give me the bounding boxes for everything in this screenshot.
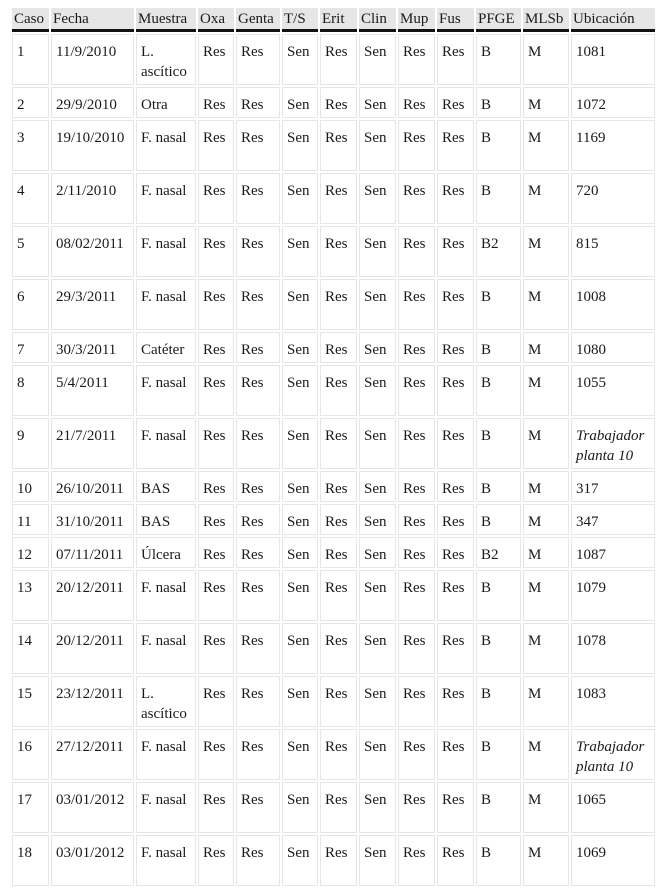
cell-pfge: B xyxy=(476,279,521,330)
cell-caso: 2 xyxy=(12,87,49,118)
cell-mlsb: M xyxy=(523,332,569,363)
table-row xyxy=(12,418,655,469)
cell-clin: Sen xyxy=(359,676,396,727)
cell-fecha: 29/3/2011 xyxy=(51,279,134,330)
cell-mup: Res xyxy=(398,332,435,363)
cell-oxa: Res xyxy=(198,418,234,469)
cell-caso: 17 xyxy=(12,782,49,833)
cell-fecha: 08/02/2011 xyxy=(51,226,134,277)
cell-ubicacion: 815 xyxy=(571,226,655,277)
cell-pfge: B xyxy=(476,173,521,224)
cell-pfge: B xyxy=(476,504,521,535)
cell-erit: Res xyxy=(320,537,357,568)
header-mup: Mup xyxy=(398,8,435,32)
cell-ts: Sen xyxy=(282,729,318,780)
cell-ubicacion: 1169 xyxy=(571,120,655,171)
table-row xyxy=(12,782,655,833)
table-row xyxy=(12,365,655,416)
cell-mlsb: M xyxy=(523,623,569,674)
table-row xyxy=(12,173,655,224)
cell-oxa: Res xyxy=(198,226,234,277)
cell-pfge: B xyxy=(476,120,521,171)
table-row xyxy=(12,226,655,277)
cell-fecha: 11/9/2010 xyxy=(51,34,134,85)
cell-muestra: BAS xyxy=(136,471,196,502)
header-mlsb: MLSb xyxy=(523,8,569,32)
cell-caso: 8 xyxy=(12,365,49,416)
cell-pfge: B xyxy=(476,623,521,674)
cell-mup: Res xyxy=(398,835,435,886)
cell-ts: Sen xyxy=(282,332,318,363)
cell-mlsb: M xyxy=(523,173,569,224)
cell-erit: Res xyxy=(320,120,357,171)
cell-ubicacion: Trabajador planta 10 xyxy=(571,729,655,780)
cell-clin: Sen xyxy=(359,34,396,85)
cell-mlsb: M xyxy=(523,570,569,621)
cell-erit: Res xyxy=(320,471,357,502)
table-row xyxy=(12,279,655,330)
cell-fus: Res xyxy=(437,332,474,363)
cell-fecha: 26/10/2011 xyxy=(51,471,134,502)
header-fecha: Fecha xyxy=(51,8,134,32)
cell-ubicacion: 1072 xyxy=(571,87,655,118)
cell-ts: Sen xyxy=(282,365,318,416)
cell-mlsb: M xyxy=(523,835,569,886)
cell-oxa: Res xyxy=(198,471,234,502)
cell-erit: Res xyxy=(320,623,357,674)
cell-ts: Sen xyxy=(282,418,318,469)
cell-erit: Res xyxy=(320,173,357,224)
cell-fus: Res xyxy=(437,471,474,502)
cell-clin: Sen xyxy=(359,87,396,118)
cell-fus: Res xyxy=(437,676,474,727)
cell-clin: Sen xyxy=(359,173,396,224)
cell-clin: Sen xyxy=(359,365,396,416)
cell-oxa: Res xyxy=(198,676,234,727)
cell-muestra: L. ascítico xyxy=(136,676,196,727)
table-row xyxy=(12,34,655,85)
header-ts: T/S xyxy=(282,8,318,32)
cell-muestra: F. nasal xyxy=(136,570,196,621)
cell-clin: Sen xyxy=(359,623,396,674)
cell-erit: Res xyxy=(320,226,357,277)
cell-fecha: 29/9/2010 xyxy=(51,87,134,118)
cell-fus: Res xyxy=(437,504,474,535)
cell-clin: Sen xyxy=(359,471,396,502)
cell-ubicacion: 1079 xyxy=(571,570,655,621)
header-ubicacion: Ubicación xyxy=(571,8,655,32)
table-row xyxy=(12,120,655,171)
cell-ubicacion: 1083 xyxy=(571,676,655,727)
table-row xyxy=(12,729,655,780)
cell-clin: Sen xyxy=(359,570,396,621)
cell-mup: Res xyxy=(398,34,435,85)
cell-fecha: 31/10/2011 xyxy=(51,504,134,535)
cell-fecha: 27/12/2011 xyxy=(51,729,134,780)
cell-mup: Res xyxy=(398,418,435,469)
cell-genta: Res xyxy=(236,87,280,118)
cell-caso: 3 xyxy=(12,120,49,171)
cell-genta: Res xyxy=(236,537,280,568)
cell-pfge: B xyxy=(476,729,521,780)
cell-muestra: F. nasal xyxy=(136,782,196,833)
cell-pfge: B xyxy=(476,418,521,469)
cell-ubicacion: 1069 xyxy=(571,835,655,886)
cell-ubicacion: 347 xyxy=(571,504,655,535)
cell-genta: Res xyxy=(236,835,280,886)
data-table xyxy=(10,6,657,888)
header-muestra: Muestra xyxy=(136,8,196,32)
cell-mup: Res xyxy=(398,782,435,833)
cell-mlsb: M xyxy=(523,279,569,330)
cell-oxa: Res xyxy=(198,782,234,833)
cell-mup: Res xyxy=(398,729,435,780)
cell-ubicacion: 1081 xyxy=(571,34,655,85)
cell-clin: Sen xyxy=(359,120,396,171)
cell-fecha: 20/12/2011 xyxy=(51,570,134,621)
cell-mup: Res xyxy=(398,173,435,224)
cell-oxa: Res xyxy=(198,332,234,363)
cell-pfge: B xyxy=(476,676,521,727)
cell-muestra: F. nasal xyxy=(136,835,196,886)
table-row xyxy=(12,87,655,118)
cell-oxa: Res xyxy=(198,34,234,85)
cell-ts: Sen xyxy=(282,226,318,277)
cell-ts: Sen xyxy=(282,835,318,886)
cell-oxa: Res xyxy=(198,120,234,171)
cell-ts: Sen xyxy=(282,34,318,85)
cell-ts: Sen xyxy=(282,782,318,833)
cell-ts: Sen xyxy=(282,623,318,674)
cell-pfge: B xyxy=(476,782,521,833)
header-pfge: PFGE xyxy=(476,8,521,32)
cell-fecha: 30/3/2011 xyxy=(51,332,134,363)
cell-mlsb: M xyxy=(523,676,569,727)
cell-ts: Sen xyxy=(282,504,318,535)
cell-fecha: 20/12/2011 xyxy=(51,623,134,674)
cell-mlsb: M xyxy=(523,537,569,568)
cell-genta: Res xyxy=(236,471,280,502)
cell-mup: Res xyxy=(398,365,435,416)
cell-erit: Res xyxy=(320,365,357,416)
cell-mlsb: M xyxy=(523,418,569,469)
cell-genta: Res xyxy=(236,332,280,363)
header-caso: Caso xyxy=(12,8,49,32)
cell-oxa: Res xyxy=(198,87,234,118)
cell-erit: Res xyxy=(320,676,357,727)
cell-muestra: Úlcera xyxy=(136,537,196,568)
cell-mlsb: M xyxy=(523,471,569,502)
cell-genta: Res xyxy=(236,676,280,727)
cell-erit: Res xyxy=(320,87,357,118)
cell-caso: 16 xyxy=(12,729,49,780)
cell-ubicacion: 1087 xyxy=(571,537,655,568)
header-erit: Erit xyxy=(320,8,357,32)
cell-caso: 18 xyxy=(12,835,49,886)
cell-ubicacion: 1080 xyxy=(571,332,655,363)
cell-caso: 12 xyxy=(12,537,49,568)
cell-pfge: B2 xyxy=(476,226,521,277)
cell-pfge: B xyxy=(476,365,521,416)
cell-ts: Sen xyxy=(282,173,318,224)
cell-oxa: Res xyxy=(198,537,234,568)
cell-mup: Res xyxy=(398,120,435,171)
table-row xyxy=(12,504,655,535)
cell-genta: Res xyxy=(236,729,280,780)
cell-fus: Res xyxy=(437,365,474,416)
cell-clin: Sen xyxy=(359,226,396,277)
cell-mlsb: M xyxy=(523,365,569,416)
cell-pfge: B xyxy=(476,570,521,621)
cell-mup: Res xyxy=(398,570,435,621)
cell-fecha: 19/10/2010 xyxy=(51,120,134,171)
cell-fus: Res xyxy=(437,34,474,85)
cell-clin: Sen xyxy=(359,729,396,780)
cell-muestra: Catéter xyxy=(136,332,196,363)
cell-clin: Sen xyxy=(359,279,396,330)
cell-ts: Sen xyxy=(282,87,318,118)
cell-mup: Res xyxy=(398,676,435,727)
cell-erit: Res xyxy=(320,782,357,833)
cell-ts: Sen xyxy=(282,279,318,330)
cell-oxa: Res xyxy=(198,365,234,416)
cell-mup: Res xyxy=(398,504,435,535)
cell-clin: Sen xyxy=(359,332,396,363)
cell-ts: Sen xyxy=(282,570,318,621)
cell-fus: Res xyxy=(437,782,474,833)
cell-muestra: F. nasal xyxy=(136,226,196,277)
cell-fus: Res xyxy=(437,418,474,469)
cell-pfge: B xyxy=(476,332,521,363)
cell-mlsb: M xyxy=(523,120,569,171)
cell-muestra: F. nasal xyxy=(136,365,196,416)
table-row xyxy=(12,570,655,621)
cell-erit: Res xyxy=(320,332,357,363)
cell-mlsb: M xyxy=(523,34,569,85)
cell-caso: 1 xyxy=(12,34,49,85)
cell-muestra: L. ascítico xyxy=(136,34,196,85)
cell-oxa: Res xyxy=(198,173,234,224)
table-row xyxy=(12,676,655,727)
table-row xyxy=(12,332,655,363)
cell-fus: Res xyxy=(437,173,474,224)
cell-pfge: B xyxy=(476,471,521,502)
cell-fus: Res xyxy=(437,623,474,674)
cell-oxa: Res xyxy=(198,279,234,330)
cell-caso: 7 xyxy=(12,332,49,363)
cell-clin: Sen xyxy=(359,504,396,535)
cell-caso: 14 xyxy=(12,623,49,674)
cell-fecha: 2/11/2010 xyxy=(51,173,134,224)
cell-genta: Res xyxy=(236,365,280,416)
header-clin: Clin xyxy=(359,8,396,32)
cell-genta: Res xyxy=(236,173,280,224)
cell-erit: Res xyxy=(320,570,357,621)
cell-ubicacion: 1065 xyxy=(571,782,655,833)
cell-caso: 5 xyxy=(12,226,49,277)
cell-genta: Res xyxy=(236,623,280,674)
cell-muestra: F. nasal xyxy=(136,418,196,469)
cell-erit: Res xyxy=(320,729,357,780)
cell-oxa: Res xyxy=(198,504,234,535)
cell-fecha: 21/7/2011 xyxy=(51,418,134,469)
cell-caso: 13 xyxy=(12,570,49,621)
header-fus: Fus xyxy=(437,8,474,32)
cell-fus: Res xyxy=(437,537,474,568)
cell-ts: Sen xyxy=(282,537,318,568)
cell-oxa: Res xyxy=(198,835,234,886)
cell-fecha: 03/01/2012 xyxy=(51,835,134,886)
cell-fecha: 5/4/2011 xyxy=(51,365,134,416)
cell-mup: Res xyxy=(398,623,435,674)
cell-pfge: B xyxy=(476,835,521,886)
cell-fus: Res xyxy=(437,570,474,621)
cell-erit: Res xyxy=(320,418,357,469)
cell-muestra: BAS xyxy=(136,504,196,535)
cell-muestra: F. nasal xyxy=(136,279,196,330)
cell-ubicacion: 1055 xyxy=(571,365,655,416)
cell-pfge: B2 xyxy=(476,537,521,568)
cell-ubicacion: 317 xyxy=(571,471,655,502)
cell-genta: Res xyxy=(236,34,280,85)
cell-oxa: Res xyxy=(198,623,234,674)
table-row xyxy=(12,623,655,674)
cell-caso: 10 xyxy=(12,471,49,502)
cell-fus: Res xyxy=(437,729,474,780)
cell-genta: Res xyxy=(236,226,280,277)
cell-fus: Res xyxy=(437,835,474,886)
header-genta: Genta xyxy=(236,8,280,32)
cell-fus: Res xyxy=(437,279,474,330)
cell-genta: Res xyxy=(236,570,280,621)
cell-clin: Sen xyxy=(359,537,396,568)
cell-erit: Res xyxy=(320,34,357,85)
cell-genta: Res xyxy=(236,418,280,469)
cell-clin: Sen xyxy=(359,418,396,469)
cell-genta: Res xyxy=(236,120,280,171)
cell-fecha: 23/12/2011 xyxy=(51,676,134,727)
table-row xyxy=(12,537,655,568)
cell-erit: Res xyxy=(320,835,357,886)
cell-oxa: Res xyxy=(198,570,234,621)
cell-caso: 9 xyxy=(12,418,49,469)
cell-ubicacion: 720 xyxy=(571,173,655,224)
cell-muestra: F. nasal xyxy=(136,173,196,224)
header-row xyxy=(12,8,655,32)
cell-erit: Res xyxy=(320,279,357,330)
cell-ts: Sen xyxy=(282,120,318,171)
cell-caso: 11 xyxy=(12,504,49,535)
cell-mlsb: M xyxy=(523,504,569,535)
cell-mlsb: M xyxy=(523,782,569,833)
table-row xyxy=(12,835,655,886)
cell-pfge: B xyxy=(476,87,521,118)
cell-mup: Res xyxy=(398,226,435,277)
cell-muestra: F. nasal xyxy=(136,729,196,780)
cell-mup: Res xyxy=(398,87,435,118)
cell-fus: Res xyxy=(437,226,474,277)
cell-mlsb: M xyxy=(523,729,569,780)
cell-genta: Res xyxy=(236,504,280,535)
cell-mlsb: M xyxy=(523,226,569,277)
cell-mlsb: M xyxy=(523,87,569,118)
cell-genta: Res xyxy=(236,279,280,330)
cell-ts: Sen xyxy=(282,676,318,727)
cell-muestra: Otra xyxy=(136,87,196,118)
cell-mup: Res xyxy=(398,537,435,568)
cell-caso: 6 xyxy=(12,279,49,330)
cell-mup: Res xyxy=(398,279,435,330)
cell-muestra: F. nasal xyxy=(136,120,196,171)
cell-genta: Res xyxy=(236,782,280,833)
cell-fus: Res xyxy=(437,87,474,118)
cell-fus: Res xyxy=(437,120,474,171)
cell-fecha: 03/01/2012 xyxy=(51,782,134,833)
cell-ts: Sen xyxy=(282,471,318,502)
cell-erit: Res xyxy=(320,504,357,535)
cell-mup: Res xyxy=(398,471,435,502)
header-oxa: Oxa xyxy=(198,8,234,32)
cell-muestra: F. nasal xyxy=(136,623,196,674)
cell-ubicacion: Trabajador planta 10 xyxy=(571,418,655,469)
cell-caso: 4 xyxy=(12,173,49,224)
cell-pfge: B xyxy=(476,34,521,85)
cell-clin: Sen xyxy=(359,782,396,833)
cell-fecha: 07/11/2011 xyxy=(51,537,134,568)
cell-oxa: Res xyxy=(198,729,234,780)
cell-ubicacion: 1078 xyxy=(571,623,655,674)
table-row xyxy=(12,471,655,502)
cell-caso: 15 xyxy=(12,676,49,727)
cell-ubicacion: 1008 xyxy=(571,279,655,330)
cell-clin: Sen xyxy=(359,835,396,886)
